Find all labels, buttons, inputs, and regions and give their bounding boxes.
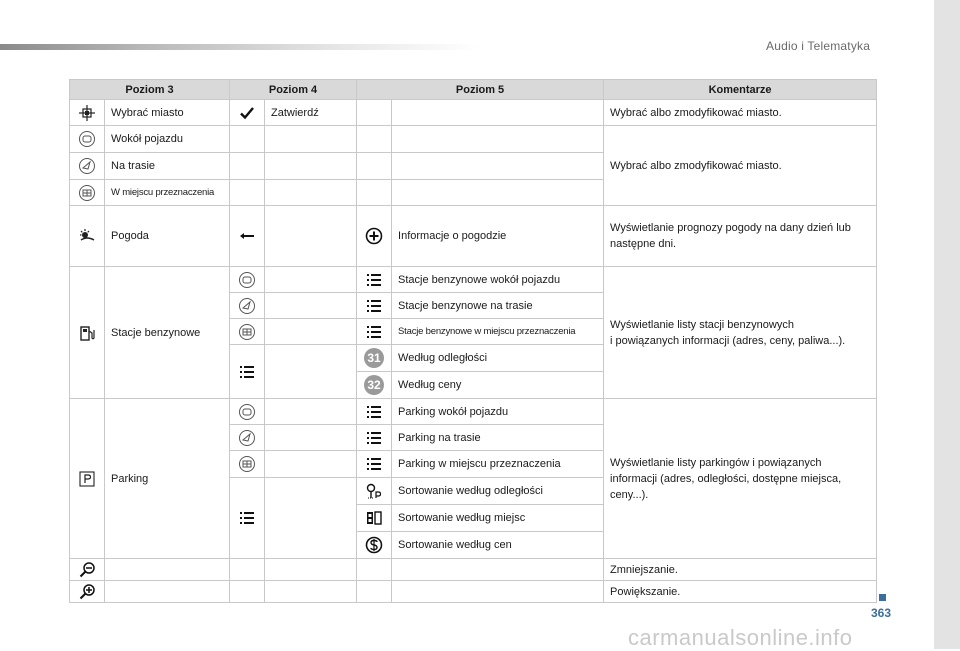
sort-places-icon[interactable] xyxy=(365,509,383,527)
check-icon[interactable] xyxy=(238,104,256,122)
list-icon[interactable] xyxy=(238,509,256,527)
sort-badge-32[interactable]: 32 xyxy=(364,375,384,395)
parking-icon[interactable] xyxy=(78,470,96,488)
comment-weather: Wyświetlanie prognozy pogody na dany dzień lub następne dni. xyxy=(604,206,877,267)
header-level-4: Poziom 4 xyxy=(230,80,357,100)
list-icon[interactable] xyxy=(365,297,383,315)
table-row xyxy=(70,206,877,267)
weather-icon[interactable] xyxy=(78,227,96,245)
zoom-out-icon[interactable] xyxy=(78,561,96,579)
level3-fuel-stations[interactable]: Stacje benzynowe xyxy=(105,267,230,399)
list-icon[interactable] xyxy=(365,429,383,447)
level3-choose-city[interactable]: Wybrać miasto xyxy=(105,100,230,126)
table-row xyxy=(70,559,877,581)
list-icon[interactable] xyxy=(365,271,383,289)
around-vehicle-icon[interactable] xyxy=(238,271,256,289)
level5-sort-by-price[interactable]: Sortowanie według cen xyxy=(392,532,604,559)
around-vehicle-icon[interactable] xyxy=(78,130,96,148)
watermark: carmanualsonline.info xyxy=(628,625,853,650)
table-row xyxy=(70,267,877,293)
page-marker xyxy=(879,594,886,601)
comment-choose-modify-city: Wybrać albo zmodyfikować miasto. xyxy=(604,126,877,206)
level5-parking-destination[interactable]: Parking w miejscu przeznaczenia xyxy=(392,451,604,478)
plus-circle-icon[interactable] xyxy=(365,227,383,245)
table-row xyxy=(70,581,877,603)
dollar-icon[interactable] xyxy=(365,536,383,554)
comment-choose-city: Wybrać albo zmodyfikować miasto. xyxy=(604,100,877,126)
on-route-icon[interactable] xyxy=(238,429,256,447)
level5-sort-by-places[interactable]: Sortowanie według miejsc xyxy=(392,505,604,532)
level5-parking-route[interactable]: Parking na trasie xyxy=(392,425,604,451)
destination-icon[interactable] xyxy=(238,323,256,341)
zoom-in-icon[interactable] xyxy=(78,583,96,601)
on-route-icon[interactable] xyxy=(78,157,96,175)
page-number: 363 xyxy=(871,606,892,620)
level5-fuel-route[interactable]: Stacje benzynowe na trasie xyxy=(392,293,604,319)
comment-line: Wyświetlanie listy stacji benzynowych xyxy=(610,318,794,331)
level3-parking[interactable]: Parking xyxy=(105,399,230,559)
list-icon[interactable] xyxy=(365,403,383,421)
level5-fuel-destination[interactable]: Stacje benzynowe w miejscu przeznaczenia xyxy=(392,319,604,345)
comment-parking: Wyświetlanie listy parkingów i powiązanych informacji (adres, odległości, dostępne miejsca, ceny...). xyxy=(604,399,877,559)
header-level-3: Poziom 3 xyxy=(70,80,230,100)
on-route-icon[interactable] xyxy=(238,297,256,315)
city-map-icon[interactable] xyxy=(78,104,96,122)
comment-zoom-in: Powiększanie. xyxy=(604,581,877,603)
header-level-5: Poziom 5 xyxy=(357,80,604,100)
list-icon[interactable] xyxy=(365,323,383,341)
level3-weather[interactable]: Pogoda xyxy=(105,206,230,267)
comment-line: i powiązanych informacji (adres, ceny, paliwa...). xyxy=(610,334,846,347)
level5-by-price[interactable]: Według ceny xyxy=(392,372,604,399)
sort-badge-31[interactable]: 31 xyxy=(364,348,384,368)
destination-icon[interactable] xyxy=(78,184,96,202)
sort-distance-icon[interactable] xyxy=(365,482,383,500)
fuel-pump-icon[interactable] xyxy=(78,324,96,342)
level5-weather-info[interactable]: Informacje o pogodzie xyxy=(392,206,604,267)
level3-on-route[interactable]: Na trasie xyxy=(105,153,230,180)
table-row xyxy=(70,100,877,126)
level5-parking-around[interactable]: Parking wokół pojazdu xyxy=(392,399,604,425)
level3-at-destination[interactable]: W miejscu przeznaczenia xyxy=(105,180,230,206)
level4-confirm[interactable]: Zatwierdź xyxy=(265,100,357,126)
header-comments: Komentarze xyxy=(604,80,877,100)
list-icon[interactable] xyxy=(365,455,383,473)
menu-table xyxy=(69,79,877,603)
around-vehicle-icon[interactable] xyxy=(238,403,256,421)
level5-sort-by-distance[interactable]: Sortowanie według odległości xyxy=(392,478,604,505)
right-sidebar-strip xyxy=(934,0,960,649)
table-row xyxy=(70,399,877,425)
table-header-row xyxy=(70,80,877,100)
destination-icon[interactable] xyxy=(238,455,256,473)
comment-zoom-out: Zmniejszanie. xyxy=(604,559,877,581)
back-arrow-icon[interactable] xyxy=(238,227,256,245)
level5-by-distance[interactable]: Według odległości xyxy=(392,345,604,372)
top-gradient-bar xyxy=(0,44,480,50)
level5-fuel-around[interactable]: Stacje benzynowe wokół pojazdu xyxy=(392,267,604,293)
list-icon[interactable] xyxy=(238,363,256,381)
level3-around-vehicle[interactable]: Wokół pojazdu xyxy=(105,126,230,153)
section-title: Audio i Telematyka xyxy=(766,39,871,53)
table-row xyxy=(70,126,877,153)
comment-fuel-stations xyxy=(604,267,877,399)
